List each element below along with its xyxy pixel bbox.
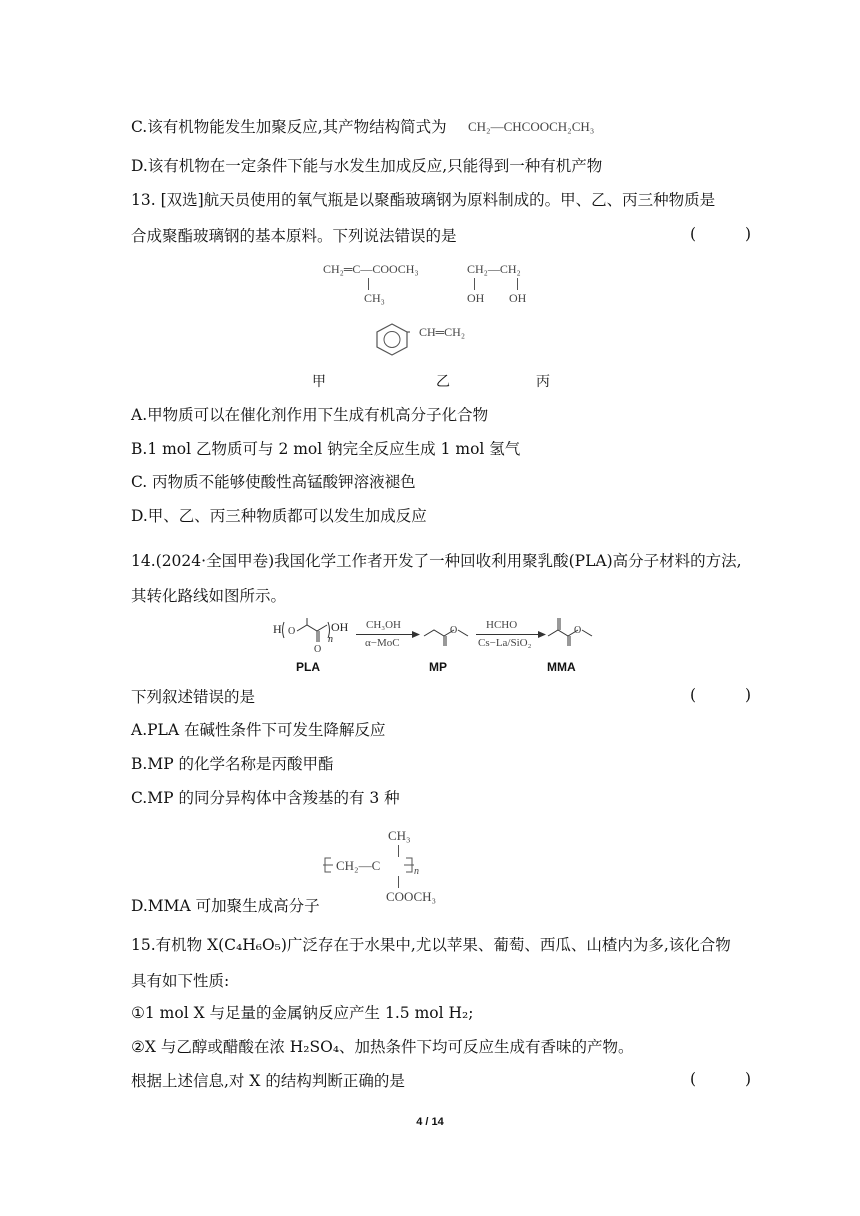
svg-text:O: O <box>574 625 582 636</box>
pla-n-subscript: n <box>328 634 333 645</box>
pla-h-terminal: H <box>273 622 282 636</box>
q13-stem-line2: 合成聚酯玻璃钢的基本原料。下列说法错误的是 <box>131 227 457 245</box>
q12-option-c: C.该有机物能发生加聚反应,其产物结构简式为 <box>131 118 447 136</box>
struct-jia-formula: CH₂═C—COOCH₃ <box>323 262 419 276</box>
pla-oh-terminal: OH <box>331 620 349 634</box>
q14-stem-line1: 14.(2024·全国甲卷)我国化学工作者开发了一种回收利用聚乳酸(PLA)高分子材料的方法, <box>131 552 742 570</box>
polymer-ester-group: COOCH₃ <box>386 889 437 904</box>
polymer-bond-bottom <box>398 876 399 888</box>
label-mp: MP <box>429 660 447 674</box>
q12-product-formula: CH₂—CHCOOCH₂CH₃ <box>468 119 595 134</box>
mma-structure <box>544 616 600 652</box>
label-mma: MMA <box>547 660 576 674</box>
polymer-bracket-right <box>404 857 414 873</box>
q14-option-d: D.MMA 可加聚生成高分子 <box>131 897 320 915</box>
struct-yi-hydroxyl-2: OH <box>509 291 527 305</box>
label-jia: 甲 <box>312 374 326 390</box>
label-yi: 乙 <box>436 374 450 390</box>
struct-yi-bond-2 <box>517 278 518 290</box>
q14-stem-line2: 其转化路线如图所示。 <box>131 587 287 605</box>
q14-option-c: C.MP 的同分异构体中含羧基的有 3 种 <box>131 789 400 807</box>
label-pla: PLA <box>296 660 320 674</box>
q13-option-d: D.甲、乙、丙三种物质都可以发生加成反应 <box>131 507 427 525</box>
q14-option-a: A.PLA 在碱性条件下可发生降解反应 <box>131 721 386 739</box>
q14-question: 下列叙述错误的是 <box>131 688 256 706</box>
reaction-arrow-1 <box>356 634 416 635</box>
struct-bing-benzene-ring <box>374 322 410 356</box>
reagent2-top: HCHO <box>486 619 518 631</box>
q13-stem-line1: 13. [双选]航天员使用的氧气瓶是以聚酯玻璃钢为原料制成的。甲、乙、丙三种物质是 <box>131 191 716 209</box>
struct-jia-methyl: CH₃ <box>364 291 385 305</box>
svg-text:O: O <box>314 644 322 655</box>
q15-stem-line1: 15.有机物 X(C₄H₆O₅)广泛存在于水果中,尤以苹果、葡萄、西瓜、山楂内为多,该化合物 <box>131 936 731 954</box>
q14-answer-blank[interactable]: ( ) <box>690 686 774 704</box>
polymer-bond-top <box>398 845 399 857</box>
struct-yi-formula: CH₂—CH₂ <box>467 262 521 276</box>
label-bing: 丙 <box>536 374 550 390</box>
q14-reaction-scheme <box>268 616 598 680</box>
svg-text:O: O <box>288 626 296 637</box>
svg-text:O: O <box>450 625 458 636</box>
mp-structure <box>420 616 476 652</box>
polymer-bracket-left <box>323 857 333 873</box>
q15-stem-line2: 具有如下性质: <box>131 972 230 990</box>
reagent1-bottom: α−MoC <box>365 637 400 649</box>
reagent2-bottom: Cs−La/SiO₂ <box>478 637 532 649</box>
q12-option-d: D.该有机物在一定条件下能与水发生加成反应,只能得到一种有机产物 <box>131 157 603 175</box>
polymer-n-subscript: n <box>414 866 419 877</box>
struct-jia-bond <box>368 278 369 290</box>
q15-question: 根据上述信息,对 X 的结构判断正确的是 <box>131 1072 405 1090</box>
q15-answer-blank[interactable]: ( ) <box>690 1070 774 1088</box>
reaction-arrow-2 <box>476 634 542 635</box>
q13-option-c: C. 丙物质不能够使酸性高锰酸钾溶液褪色 <box>131 473 416 491</box>
struct-bing-vinyl: CH═CH₂ <box>419 325 466 339</box>
q13-option-b: B.1 mol 乙物质可与 2 mol 钠完全反应生成 1 mol 氢气 <box>131 440 521 458</box>
q13-answer-blank[interactable]: ( ) <box>690 225 774 243</box>
q13-option-a: A.甲物质可以在催化剂作用下生成有机高分子化合物 <box>131 406 489 424</box>
q15-property-2: ②X 与乙醇或醋酸在浓 H₂SO₄、加热条件下均可反应生成有香味的产物。 <box>131 1038 634 1056</box>
struct-yi-hydroxyl-1: OH <box>467 291 485 305</box>
reagent1-top: CH₃OH <box>366 619 402 631</box>
polymer-backbone: CH₂—C <box>336 858 381 873</box>
page-number: 4 / 14 <box>416 1116 444 1128</box>
struct-yi-bond-1 <box>474 278 475 290</box>
q14-option-b: B.MP 的化学名称是丙酸甲酯 <box>131 755 334 773</box>
arrowhead-1-icon <box>412 631 420 638</box>
polymer-methyl: CH₃ <box>388 828 411 843</box>
q15-property-1: ①1 mol X 与足量的金属钠反应产生 1.5 mol H₂; <box>131 1004 474 1022</box>
